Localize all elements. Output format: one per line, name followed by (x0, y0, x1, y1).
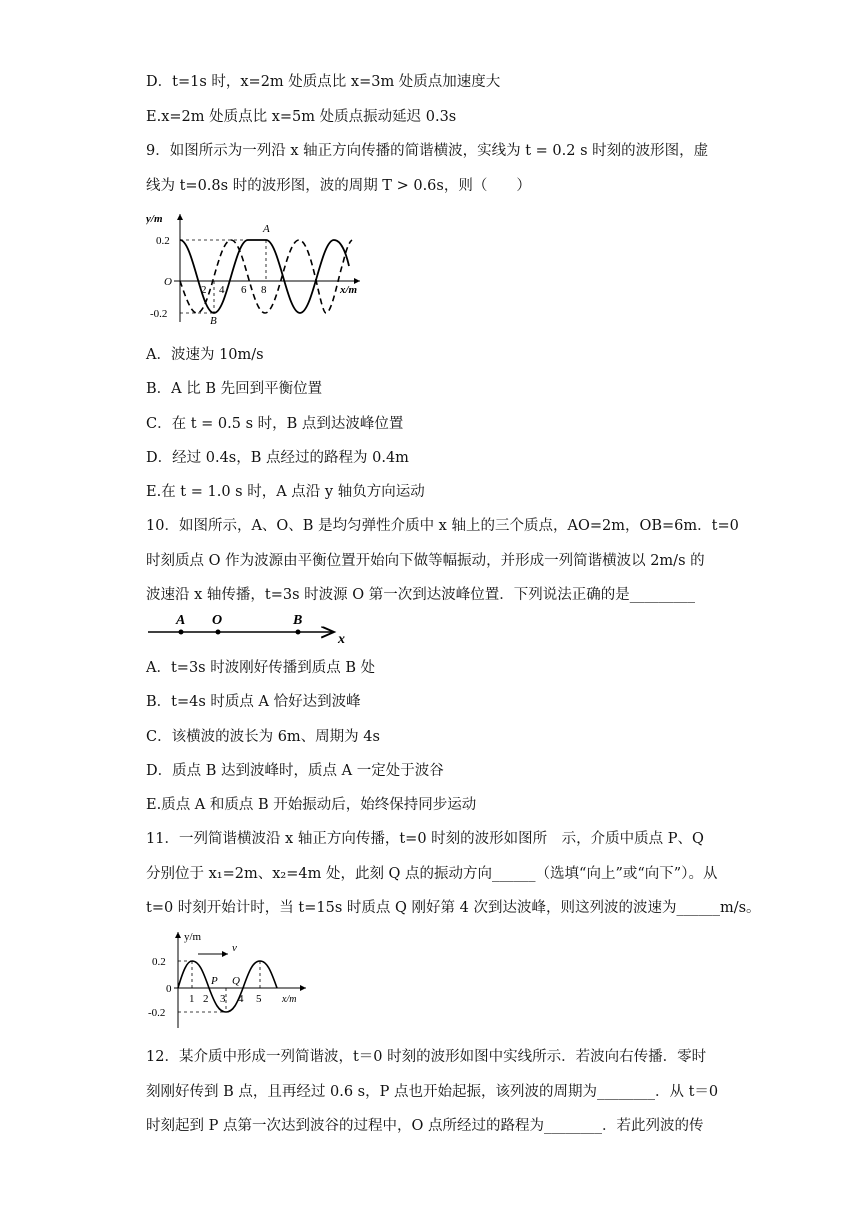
option-9b: B．A 比 B 先回到平衡位置 (146, 381, 323, 397)
point-b-label: B (293, 613, 303, 628)
point-b-label: B (210, 315, 217, 326)
point-q-label: Q (232, 975, 240, 987)
x-tick: 8 (261, 284, 267, 296)
x-axis-label: x/m (340, 284, 358, 296)
option-10a: A．t=3s 时波刚好传播到质点 B 处 (146, 660, 376, 676)
point-o-label: O (212, 613, 223, 628)
question-11-line3: t=0 时刻开始计时，当 t=15s 时质点 Q 刚好第 4 次到达波峰，则这列波的波速为______m/s。 (146, 900, 761, 916)
velocity-label: v (232, 942, 237, 954)
question-10-line3: 波速沿 x 轴传播，t=3s 时波源 O 第一次到达波峰位置．下列说法正确的是_________ (146, 587, 696, 603)
x-tick: 4 (238, 993, 244, 1005)
x-tick: 4 (219, 284, 225, 296)
question-12-line1: 12．某介质中形成一列简谐波，t＝0 时刻的波形如图中实线所示．若波向右传播．零时 (146, 1049, 707, 1065)
y-tick-positive: 0.2 (152, 956, 166, 968)
x-tick: 2 (201, 284, 207, 296)
x-tick: 5 (256, 993, 262, 1005)
x-tick: 1 (189, 993, 195, 1005)
option-10d: D．质点 B 达到波峰时，质点 A 一定处于波谷 (146, 763, 444, 779)
option-9a: A．波速为 10m/s (146, 347, 264, 363)
y-tick-negative: -0.2 (150, 308, 168, 320)
origin-label: 0 (166, 983, 172, 995)
point-a-label: A (176, 613, 186, 628)
wave-figure-9 (146, 208, 368, 330)
y-axis-label: y/m (146, 213, 163, 225)
point-p-label: P (211, 975, 218, 987)
question-11-line1: 11．一列简谐横波沿 x 轴正方向传播，t=0 时刻的波形如图所 示，介质中质点 P、Q (146, 831, 704, 847)
option-9d: D．经过 0.4s，B 点经过的路程为 0.4m (146, 450, 409, 466)
question-12-line3: 时刻起到 P 点第一次达到波谷的过程中，O 点所经过的路程为________．若此列波的传 (146, 1118, 704, 1134)
question-12-line2: 刻刚好传到 B 点，且再经过 0.6 s，P 点也开始起振，该列波的周期为________．从 t＝0 (146, 1084, 719, 1100)
x-tick: 2 (203, 993, 209, 1005)
y-axis-label: y/m (184, 931, 202, 943)
option-9c: C．在 t = 0.5 s 时，B 点到达波峰位置 (146, 416, 404, 432)
question-9-line2: 线为 t=0.8s 时的波形图，波的周期 T > 0.6s，则（ ） (146, 178, 531, 194)
option-9e: E.在 t = 1.0 s 时，A 点沿 y 轴负方向运动 (146, 484, 425, 500)
origin-label: O (164, 276, 172, 288)
option-10e: E.质点 A 和质点 B 开始振动后，始终保持同步运动 (146, 797, 477, 813)
option-e-prev: E.x=2m 处质点比 x=5m 处质点振动延迟 0.3s (146, 109, 457, 125)
y-tick-positive: 0.2 (156, 235, 170, 247)
question-10-line2: 时刻质点 O 作为波源由平衡位置开始向下做等幅振动，并形成一列简谐横波以 2m/s 的 (146, 553, 705, 569)
x-tick: 3 (220, 993, 226, 1005)
question-9-line1: 9．如图所示为一列沿 x 轴正方向传播的简谐横波，实线为 t = 0.2 s 时刻的波形图，虚 (146, 143, 709, 159)
option-10b: B．t=4s 时质点 A 恰好达到波峰 (146, 694, 361, 710)
question-10-line1: 10．如图所示，A、O、B 是均匀弹性介质中 x 轴上的三个质点，AO=2m，OB=6m．t=0 (146, 518, 739, 534)
point-a-label: A (263, 223, 270, 235)
wave-figure-11 (146, 926, 316, 1036)
option-9d-prev: D．t=1s 时，x=2m 处质点比 x=3m 处质点加速度大 (146, 74, 501, 90)
y-tick-negative: -0.2 (148, 1007, 166, 1019)
x-tick: 6 (241, 284, 247, 296)
axis-figure-10 (146, 610, 356, 650)
question-11-line2: 分别位于 x₁=2m、x₂=4m 处，此刻 Q 点的振动方向______（选填“向上”或“向下”）。从 (146, 866, 718, 882)
x-axis-label: x (338, 632, 345, 646)
x-axis-label: x/m (282, 994, 297, 1005)
option-10c: C．该横波的波长为 6m、周期为 4s (146, 729, 380, 745)
